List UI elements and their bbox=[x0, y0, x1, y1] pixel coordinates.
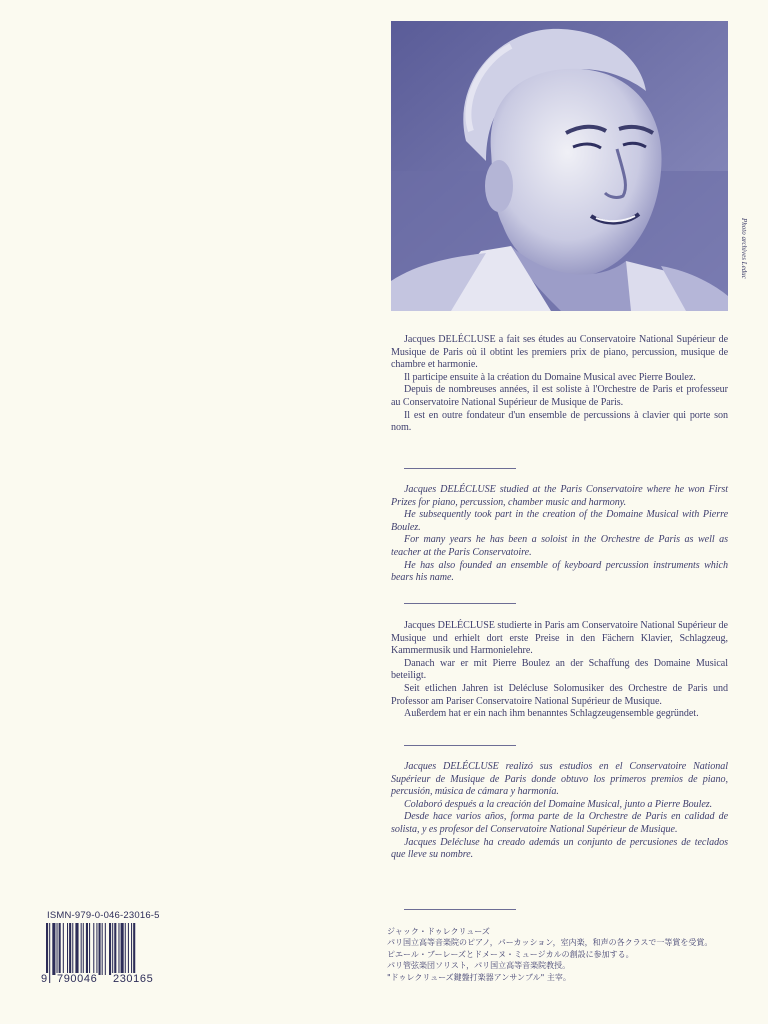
bio-french-paragraph: Depuis de nombreuses années, il est soliste à l'Orchestre de Paris et professeur au Conservatoire National Supérieur de Musique de Paris. bbox=[391, 384, 728, 408]
bio-german bbox=[391, 620, 728, 721]
barcode-digits-right: 230165 bbox=[113, 973, 154, 985]
barcode-bar bbox=[72, 923, 73, 975]
barcode-bar bbox=[102, 923, 103, 975]
section-divider bbox=[404, 745, 516, 746]
barcode-bar bbox=[114, 923, 116, 975]
barcode-bar bbox=[75, 923, 78, 975]
bio-japanese-line: "ドゥレクリューズ鍵盤打楽器アンサンブル" 主宰。 bbox=[387, 972, 571, 982]
barcode-bar bbox=[89, 923, 90, 975]
barcode-bar bbox=[49, 923, 50, 983]
bio-japanese-line: パリ国立高等音楽院のピアノ，パーカッション，室内楽，和声の各クラスで一等賞を受賞。 bbox=[387, 938, 713, 948]
barcode-bar bbox=[118, 923, 119, 975]
barcode-bar bbox=[99, 923, 101, 975]
bio-spanish-paragraph: Colaboró después a la creación del Domaine Musical, junto a Pierre Boulez. bbox=[404, 798, 713, 810]
bio-french bbox=[391, 334, 728, 435]
bio-german-paragraph: Außerdem hat er ein nach ihm benanntes Schlagzeugensemble gegründet. bbox=[404, 708, 699, 720]
portrait-illustration bbox=[391, 21, 728, 311]
bio-spanish-paragraph: Jacques DELÉCLUSE realizó sus estudios en el Conservatoire National Supérieur de Musique de Paris donde obtuvo los primeros premios de piano, percusión, música de cámara y harmonía. bbox=[391, 761, 728, 798]
barcode-bar bbox=[131, 923, 132, 975]
section-divider bbox=[404, 909, 516, 910]
bio-japanese-line: ピエール・ブーレーズとドメーヌ・ミュージカルの創設に参加する。 bbox=[387, 949, 634, 959]
barcode-bar bbox=[67, 923, 68, 975]
bio-english bbox=[391, 484, 728, 585]
barcode-bar bbox=[105, 923, 106, 975]
bio-french-paragraph: Il est en outre fondateur d'un ensemble de percussions à clavier qui porte son nom. bbox=[391, 409, 728, 434]
ismn-number: ISMN-979-0-046-23016-5 bbox=[47, 910, 160, 921]
bio-spanish-paragraph: Desde hace varios años, forma parte de la Orchestre de Paris en calidad de solista, y es profesor del Conservatoire National Supérieur de Musique. bbox=[391, 811, 728, 835]
barcode-digits-left: 790046 bbox=[57, 973, 98, 985]
section-divider bbox=[404, 468, 516, 469]
barcode-bar bbox=[63, 923, 64, 975]
barcode-bar bbox=[96, 923, 97, 975]
bio-german-paragraph: Jacques DELÉCLUSE studierte in Paris am Conservatoire National Supérieur de Musique und erhielt dort erste Preise in den Fächern Klavier, Schlagzeug, Kammermusik und Harmonielehre. bbox=[391, 620, 728, 657]
bio-spanish bbox=[391, 761, 728, 862]
photo-credit: Photo archives Leduc bbox=[740, 218, 748, 279]
barcode-bar bbox=[69, 923, 71, 975]
barcode-bar bbox=[52, 923, 55, 975]
bio-japanese-line: パリ管弦楽団ソリスト，パリ国立高等音楽院教授。 bbox=[387, 961, 571, 971]
barcode-bar bbox=[83, 923, 84, 975]
bio-english-paragraph: For many years he has been a soloist in the Orchestre de Paris as well as teacher at the Paris Conservatoire. bbox=[391, 534, 728, 558]
bio-german-paragraph: Danach war er mit Pierre Boulez an der Schaffung des Domaine Musical beteiligt. bbox=[391, 657, 728, 682]
bio-english-paragraph: He has also founded an ensemble of keyboard percussion instruments which bears his name. bbox=[391, 559, 728, 584]
barcode-bar bbox=[86, 923, 88, 975]
bio-german-paragraph: Seit etlichen Jahren ist Delécluse Solomusiker des Orchestre de Paris und Professor am Pariser Conservatoire National Supérieur de Musique. bbox=[391, 682, 728, 707]
portrait-photo bbox=[391, 21, 728, 311]
bio-french-paragraph: Il participe ensuite à la création du Domaine Musical avec Pierre Boulez. bbox=[404, 371, 696, 383]
barcode-bar bbox=[128, 923, 129, 975]
bio-english-paragraph: He subsequently took part in the creation of the Domaine Musical with Pierre Boulez. bbox=[391, 509, 728, 533]
section-divider bbox=[404, 603, 516, 604]
barcode-bar bbox=[57, 923, 58, 975]
barcode-bar bbox=[109, 923, 111, 975]
bio-french-paragraph: Jacques DELÉCLUSE a fait ses études au Conservatoire National Supérieur de Musique de Paris où il obtint les premiers prix de piano, percussion, musique de chambre et harmonie. bbox=[391, 334, 728, 371]
bio-japanese-line: ジャック・ドゥレクリューズ bbox=[387, 927, 490, 936]
barcode-bar bbox=[81, 923, 82, 975]
bio-spanish-paragraph: Jacques Delécluse ha creado además un conjunto de percusiones de teclados que lleve su nombre. bbox=[391, 836, 728, 861]
barcode-bar bbox=[112, 923, 113, 975]
barcode-bar bbox=[121, 923, 124, 975]
barcode-digit-first: 9 bbox=[41, 973, 48, 985]
bio-japanese bbox=[387, 926, 747, 983]
barcode-bar bbox=[125, 923, 126, 975]
bio-english-paragraph: Jacques DELÉCLUSE studied at the Paris Conservatoire where he won First Prizes for piano, percussion, chamber music and harmony. bbox=[391, 484, 728, 508]
barcode-bar bbox=[59, 923, 61, 975]
